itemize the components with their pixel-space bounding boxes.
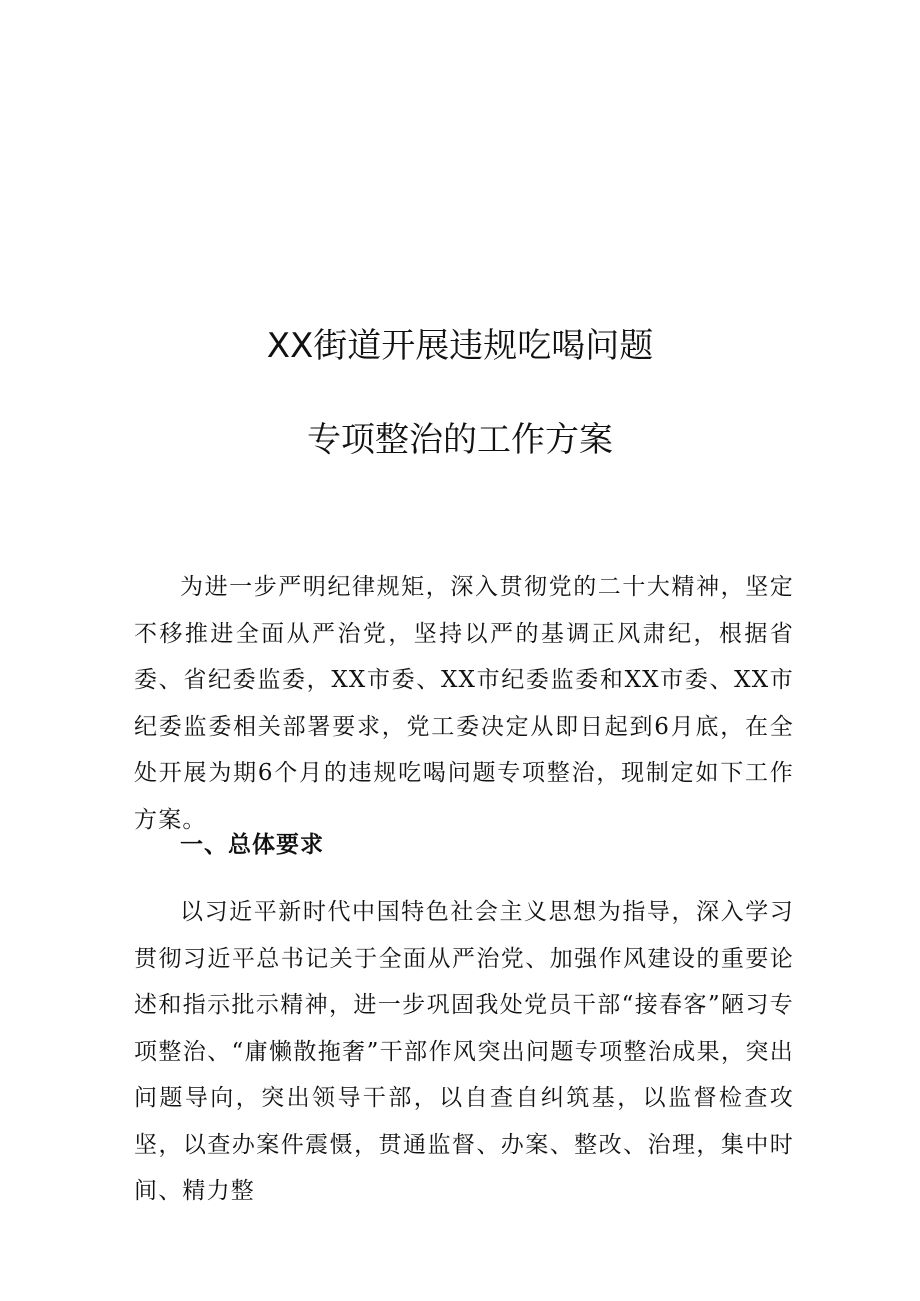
overall-requirements-paragraph: 以习近平新时代中国特色社会主义思想为指导，深入学习贯彻习近平总书记关于全面从严治党、加强作风建设的重要论述和指示批示精神，进一步巩固我处党员干部“接春客”陋习专项整治、“庸懒散拖奢”干部作风突出问题专项整治成果，突出问题导向，突出领导干部，以自查自纠筑基，以监督检查攻坚，以查办案件震慑，贯通监督、办案、整改、治理，集中时间、精力整	[134, 899, 794, 1204]
document-title-line-1: XX街道开展违规吃喝问题	[266, 326, 654, 366]
document-title-line-2: 专项整治的工作方案	[307, 420, 613, 460]
intro-paragraph: 为进一步严明纪律规矩，深入贯彻党的二十大精神，坚定不移推进全面从严治党，坚持以严的基调正风肃纪，根据省委、省纪委监委，XX市委、XX市纪委监委和XX市委、XX市纪委监委相关部署要求，党工委决定从即日起到6月底，在全处开展为期6个月的违规吃喝问题专项整治，现制定如下工作方案。	[134, 574, 794, 833]
section-heading-overall-requirements: 一、总体要求	[180, 832, 324, 858]
